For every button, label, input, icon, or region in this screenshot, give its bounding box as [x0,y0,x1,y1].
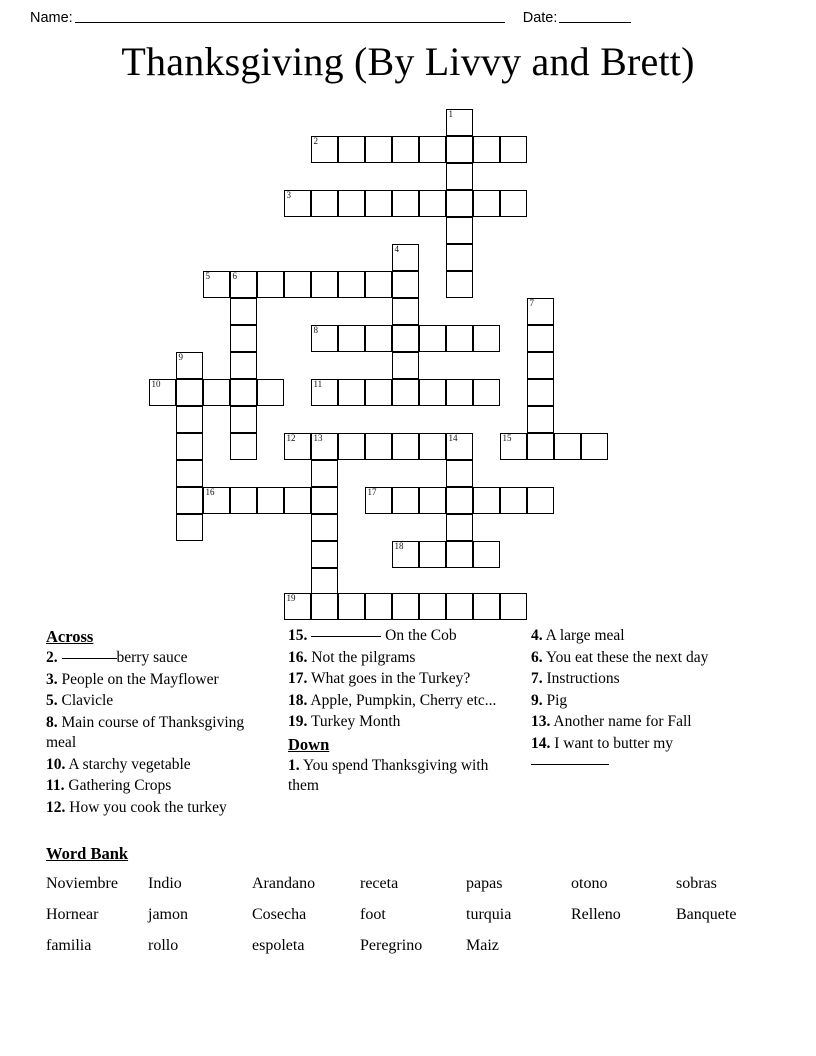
grid-cell[interactable] [365,136,392,163]
grid-cell[interactable] [365,379,392,406]
down-clue-1 [288,756,523,797]
grid-cell[interactable] [311,514,338,541]
grid-cell[interactable] [527,352,554,379]
down-clue-4 [531,626,781,647]
grid-cell[interactable] [446,379,473,406]
grid-cell[interactable] [446,271,473,298]
grid-cell-start-5[interactable] [203,271,230,298]
grid-cell[interactable] [419,379,446,406]
clue-text: A large meal [545,627,625,644]
word-bank-section [46,843,786,959]
grid-cell-number: 6 [232,271,237,281]
clue-number: 14. [531,734,551,752]
grid-cell-start-17[interactable] [365,487,392,514]
clue-number: 17. [288,670,308,687]
grid-cell[interactable] [311,568,338,595]
across-clue-list-1 [46,648,278,818]
across-clue-3 [46,670,278,691]
word-bank-word: Noviembre [46,875,118,892]
across-clue-19 [288,712,523,733]
clue-number: 1. [288,756,300,774]
grid-cell[interactable] [338,325,365,352]
clue-text: How you cook the turkey [69,798,227,816]
clue-number: 11. [46,777,65,794]
clue-text: Apple, Pumpkin, Cherry etc... [310,691,497,709]
word-bank-word: receta [360,875,399,892]
grid-cell-start-11[interactable] [311,379,338,406]
grid-cell[interactable] [527,487,554,514]
grid-cell[interactable] [392,190,419,217]
grid-cell[interactable] [527,379,554,406]
clue-text: Instructions [546,670,620,687]
clue-text: On the Cob [381,627,457,644]
across-clue-list-2 [288,626,523,733]
grid-cell-number: 8 [313,325,318,335]
grid-cell[interactable] [338,136,365,163]
clue-number: 19. [288,713,308,730]
clue-number: 7. [531,670,543,687]
down-clue-13 [531,712,781,733]
grid-cell[interactable] [392,433,419,460]
across-clue-8 [46,713,278,754]
word-bank-word: Maiz [466,937,499,954]
grid-cell-start-14[interactable] [446,433,473,460]
clue-text: Main course of Thanksgiving meal [46,713,245,751]
grid-cell-start-3[interactable] [284,190,311,217]
grid-cell[interactable] [392,298,419,325]
grid-cell-number: 14 [448,433,458,443]
down-clue-6 [531,648,781,669]
clues-column-1 [46,626,278,819]
grid-cell[interactable] [311,541,338,568]
grid-cell-number: 15 [502,433,512,443]
clue-text: Pig [546,691,568,709]
word-bank-word: espoleta [252,937,305,954]
grid-cell-number: 3 [286,190,291,200]
clue-number: 8. [46,713,58,731]
clue-number: 9. [531,691,543,709]
grid-cell-number: 10 [151,379,161,389]
grid-cell[interactable] [392,352,419,379]
grid-cell-number: 12 [286,433,296,443]
grid-cell-start-12[interactable] [284,433,311,460]
clue-text: A starchy vegetable [68,755,191,773]
word-bank-word: Relleno [571,906,621,923]
grid-cell[interactable] [284,487,311,514]
grid-cell[interactable] [419,325,446,352]
grid-cell[interactable] [446,217,473,244]
grid-cell[interactable] [392,136,419,163]
grid-cell[interactable] [527,325,554,352]
clues-column-3 [531,626,781,776]
clue-text: You spend Thanksgiving with them [288,756,489,794]
grid-cell-start-16[interactable] [203,487,230,514]
across-clue-10 [46,755,278,776]
clue-text: People on the Mayflower [61,670,219,688]
grid-cell-number: 9 [178,352,183,362]
clue-blank-line [531,764,609,765]
clues-section [0,626,816,836]
grid-cell[interactable] [230,298,257,325]
grid-cell[interactable] [176,514,203,541]
grid-cell[interactable] [419,541,446,568]
grid-cell[interactable] [311,460,338,487]
grid-cell-start-18[interactable] [392,541,419,568]
grid-cell[interactable] [284,271,311,298]
grid-cell[interactable] [176,487,203,514]
grid-cell-number: 1 [448,109,453,119]
grid-cell[interactable] [554,433,581,460]
grid-cell-number: 7 [529,298,534,308]
word-bank-word: turquia [466,906,512,923]
word-bank-word: Cosecha [252,906,307,923]
grid-cell-number: 19 [286,593,296,603]
clue-number: 13. [531,713,551,730]
grid-cell[interactable] [257,487,284,514]
across-clue-2 [46,648,278,669]
clue-number: 18. [288,691,308,709]
grid-cell[interactable] [446,541,473,568]
grid-cell[interactable] [446,514,473,541]
grid-cell-start-19[interactable] [284,593,311,620]
clue-text: I want to butter my [554,734,674,752]
grid-cell[interactable] [392,379,419,406]
across-clue-18 [288,691,523,712]
word-bank-word: rollo [148,937,179,954]
down-clue-list-1 [288,756,523,797]
grid-cell[interactable] [419,190,446,217]
clue-number: 15. [288,627,308,644]
grid-cell[interactable] [230,325,257,352]
grid-cell[interactable] [527,433,554,460]
grid-cell-start-10[interactable] [149,379,176,406]
grid-cell[interactable] [365,433,392,460]
clue-number: 2. [46,649,58,666]
grid-cell[interactable] [473,325,500,352]
date-label: Date: [522,10,558,26]
grid-cell-number: 4 [394,244,399,254]
grid-cell[interactable] [446,460,473,487]
word-bank-word: foot [360,906,386,923]
down-clue-7 [531,669,781,690]
grid-cell[interactable] [311,190,338,217]
clue-number: 16. [288,648,308,666]
grid-cell[interactable] [311,593,338,620]
grid-cell[interactable] [419,593,446,620]
grid-cell-start-6[interactable] [230,271,257,298]
across-clue-16 [288,648,523,669]
word-bank-word: Hornear [46,906,99,923]
grid-cell[interactable] [419,487,446,514]
grid-cell[interactable] [473,190,500,217]
grid-cell[interactable] [500,190,527,217]
word-bank-heading: Word Bank [46,844,129,863]
grid-cell-start-7[interactable] [527,298,554,325]
across-clue-17 [288,669,523,690]
grid-cell[interactable] [338,593,365,620]
clue-text: Not the pilgrams [311,648,416,666]
grid-cell[interactable] [257,379,284,406]
clue-text: berry sauce [116,649,188,666]
grid-cell[interactable] [392,487,419,514]
clue-text: Gathering Crops [68,777,172,794]
grid-cell[interactable] [500,593,527,620]
page-title: Thanksgiving (By Livvy and Brett) [121,39,695,84]
down-clue-list-2 [531,626,781,775]
grid-cell[interactable] [392,271,419,298]
clue-blank-line [62,658,117,659]
clue-number: 6. [531,648,543,666]
clue-blank-line [311,636,381,637]
grid-cell[interactable] [338,433,365,460]
grid-cell[interactable] [473,136,500,163]
word-bank-list [46,870,786,959]
clue-number: 10. [46,755,66,773]
grid-cell-start-9[interactable] [176,352,203,379]
word-bank-word: otono [571,875,608,892]
grid-cell[interactable] [338,379,365,406]
across-heading: Across [46,627,94,646]
grid-cell-start-15[interactable] [500,433,527,460]
clue-number: 5. [46,692,58,709]
clue-number: 4. [531,627,543,644]
grid-cell[interactable] [473,379,500,406]
grid-cell[interactable] [176,460,203,487]
grid-cell[interactable] [230,379,257,406]
grid-cell[interactable] [527,406,554,433]
across-clue-12 [46,798,278,819]
grid-cell-start-8[interactable] [311,325,338,352]
word-bank-word: Indio [148,875,182,892]
grid-cell[interactable] [446,487,473,514]
grid-cell-number: 17 [367,487,377,497]
grid-cell-number: 2 [313,136,318,146]
word-bank-word: Arandano [252,875,316,892]
grid-cell[interactable] [365,593,392,620]
grid-cell[interactable] [257,271,284,298]
grid-cell[interactable] [473,487,500,514]
clue-number: 12. [46,798,66,816]
across-clue-5 [46,691,278,712]
grid-cell[interactable] [419,433,446,460]
grid-cell[interactable] [176,379,203,406]
grid-cell[interactable] [446,244,473,271]
clue-number: 3. [46,670,58,688]
clue-text: Clavicle [61,692,114,709]
grid-cell-number: 5 [205,271,210,281]
down-heading: Down [288,734,330,754]
grid-cell[interactable] [392,325,419,352]
grid-cell[interactable] [203,379,230,406]
grid-cell-start-1[interactable] [446,109,473,136]
across-clue-11 [46,776,278,797]
grid-cell[interactable] [446,190,473,217]
across-clue-15 [288,626,523,647]
word-bank-word: Banquete [676,906,737,923]
grid-cell[interactable] [338,190,365,217]
word-bank-word: sobras [676,875,717,892]
grid-cell[interactable] [581,433,608,460]
grid-cell[interactable] [446,136,473,163]
word-bank-word: familia [46,937,92,954]
grid-cell[interactable] [473,593,500,620]
down-clue-9 [531,691,781,712]
grid-cell[interactable] [419,136,446,163]
grid-cell[interactable] [230,433,257,460]
clue-text: Turkey Month [310,713,401,730]
grid-cell-number: 18 [394,541,404,551]
grid-cell[interactable] [365,190,392,217]
word-bank-word: jamon [148,906,188,923]
name-label: Name: [30,10,73,26]
grid-cell[interactable] [500,136,527,163]
grid-cell[interactable] [338,271,365,298]
clues-column-2 [288,626,523,798]
grid-cell[interactable] [500,487,527,514]
grid-cell[interactable] [176,433,203,460]
grid-cell-number: 11 [313,379,323,389]
grid-cell[interactable] [446,325,473,352]
word-bank-word: papas [466,875,503,892]
clue-text: What goes in the Turkey? [310,670,471,687]
word-bank-word: Peregrino [360,937,423,954]
grid-cell-start-13[interactable] [311,433,338,460]
clue-text: Another name for Fall [553,713,692,730]
grid-cell[interactable] [230,487,257,514]
grid-cell-number: 13 [313,433,323,443]
grid-cell[interactable] [392,593,419,620]
grid-cell[interactable] [473,541,500,568]
grid-cell-start-2[interactable] [311,136,338,163]
grid-cell[interactable] [311,271,338,298]
grid-cell[interactable] [311,487,338,514]
grid-cell-start-4[interactable] [392,244,419,271]
grid-cell-number: 16 [205,487,215,497]
down-clue-14 [531,734,781,775]
grid-cell[interactable] [230,352,257,379]
grid-cell[interactable] [446,593,473,620]
grid-cell[interactable] [176,406,203,433]
grid-cell[interactable] [446,163,473,190]
clue-text: You eat these the next day [545,648,709,666]
grid-cell[interactable] [230,406,257,433]
grid-cell[interactable] [365,325,392,352]
grid-cell[interactable] [365,271,392,298]
